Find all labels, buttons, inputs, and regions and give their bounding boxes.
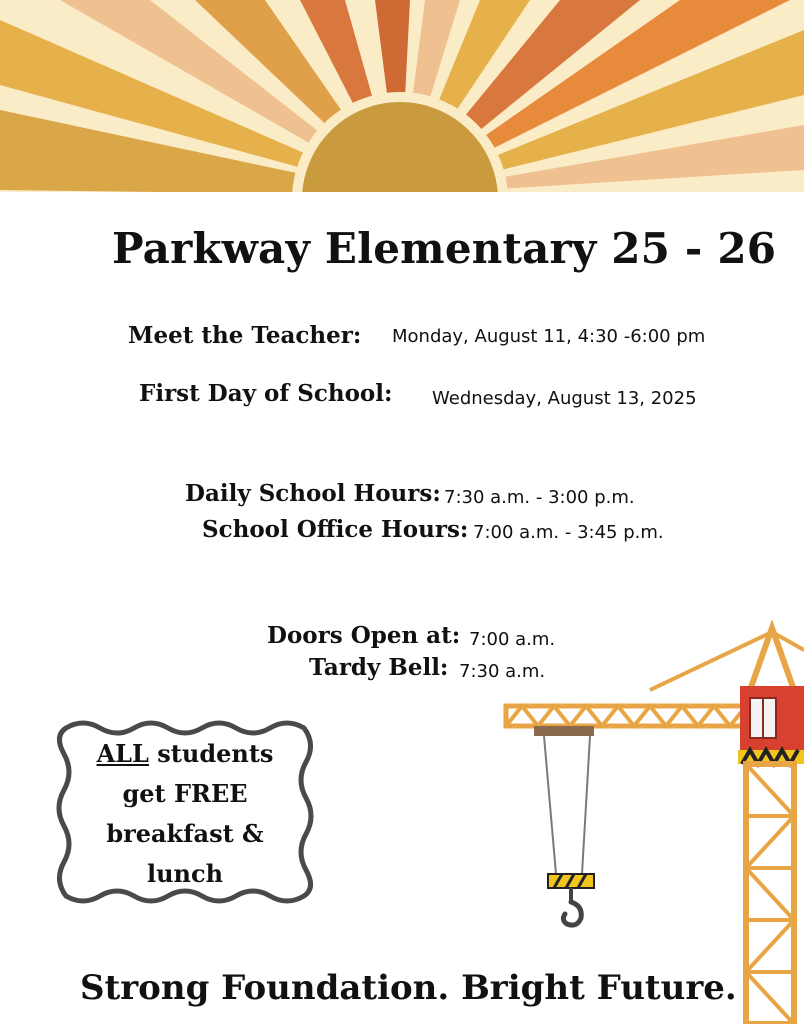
slogan: Strong Foundation. Bright Future. xyxy=(80,968,737,1008)
meet-teacher-value: Monday, August 11, 4:30 -6:00 pm xyxy=(392,326,706,347)
notice-emphasis: ALL xyxy=(96,739,149,768)
daily-hours-label: Daily School Hours: xyxy=(185,480,441,507)
page-title: Parkway Elementary 25 - 26 xyxy=(112,224,777,273)
notice-line-4: lunch xyxy=(146,859,224,888)
notice-line-2: get FREE xyxy=(122,779,248,808)
sunburst-banner xyxy=(0,0,804,200)
tardy-bell-value: 7:30 a.m. xyxy=(459,661,546,682)
first-day-value: Wednesday, August 13, 2025 xyxy=(432,388,697,409)
daily-hours-value: 7:30 a.m. - 3:00 p.m. xyxy=(444,487,635,508)
notice-line-1 xyxy=(62,734,308,774)
first-day-label: First Day of School: xyxy=(139,380,393,407)
crane-illustration xyxy=(500,620,804,1024)
doors-open-value: 7:00 a.m. xyxy=(469,629,556,650)
notice-line-3: breakfast & xyxy=(106,819,264,848)
free-meals-notice xyxy=(62,734,308,894)
notice-line-1-rest: students xyxy=(148,739,274,768)
tardy-bell-label: Tardy Bell: xyxy=(309,654,449,681)
meet-teacher-label: Meet the Teacher: xyxy=(128,322,362,349)
office-hours-value: 7:00 a.m. - 3:45 p.m. xyxy=(473,522,664,543)
office-hours-label: School Office Hours: xyxy=(202,516,469,543)
doors-open-label: Doors Open at: xyxy=(267,622,461,649)
